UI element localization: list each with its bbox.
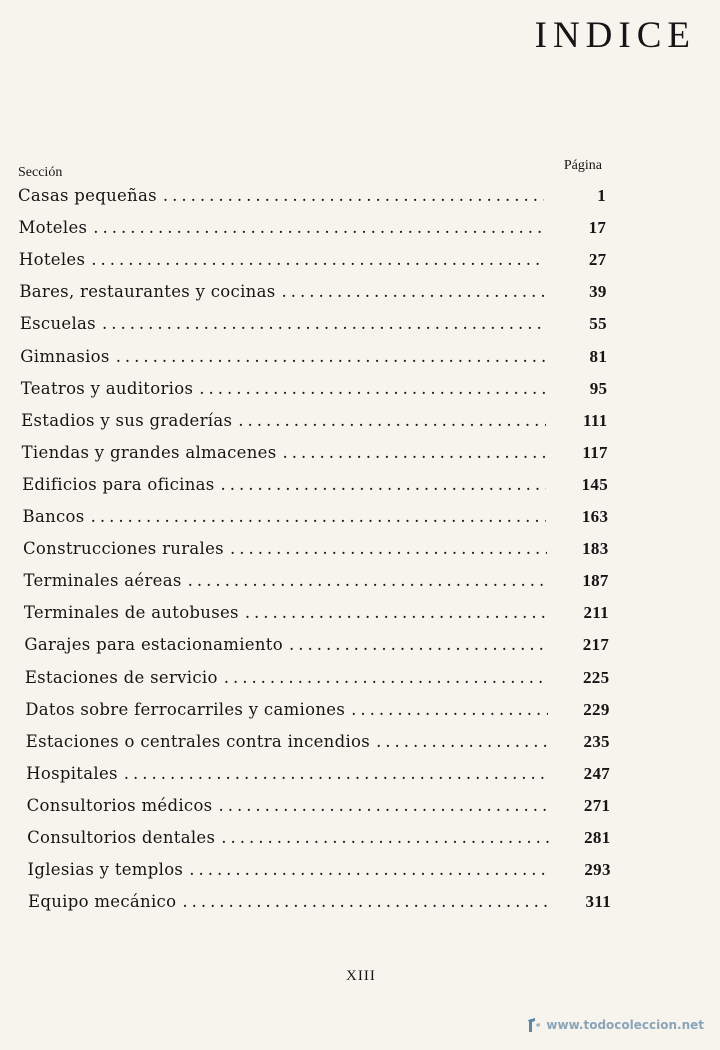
toc-entry	[18, 186, 606, 210]
dot-leader	[283, 443, 546, 462]
dot-leader	[230, 539, 547, 558]
dot-leader	[245, 603, 547, 622]
toc-entry-label: Hospitales	[26, 763, 118, 783]
dot-leader	[189, 860, 549, 879]
page-title: INDICE	[534, 15, 696, 56]
toc-entry-label: Bares, restaurantes y cocinas	[19, 282, 276, 302]
toc-entry-page: 225	[582, 667, 610, 687]
toc-entry	[19, 282, 606, 306]
dot-leader	[91, 507, 547, 526]
toc-entry-label: Terminales aéreas	[23, 571, 182, 591]
toc-entry-page: 145	[581, 474, 609, 494]
dot-leader	[224, 668, 548, 687]
toc-entry-label: Garajes para estacionamiento	[24, 635, 283, 655]
dot-leader	[199, 379, 545, 398]
toc-entry-page: 293	[584, 860, 611, 880]
toc-entry-label: Estaciones o centrales contra incendios	[25, 731, 371, 751]
dot-leader	[218, 796, 548, 815]
toc-entry-page: 163	[581, 507, 609, 526]
toc-entry-label: Escuelas	[19, 314, 96, 334]
toc-entry-label: Gimnasios	[20, 346, 110, 366]
toc-entry-page: 187	[582, 571, 609, 591]
toc-entry-page: 27	[588, 250, 607, 270]
page-folio: XIII	[346, 968, 376, 984]
toc-entry	[22, 475, 608, 499]
toc-entry	[21, 379, 608, 403]
toc-entry	[26, 764, 610, 788]
toc-entry-page: 183	[582, 539, 609, 559]
dot-leader	[124, 764, 548, 783]
page-column-header: Página	[563, 158, 602, 173]
toc-entry	[24, 603, 609, 627]
toc-entry-label: Bancos	[22, 507, 85, 526]
toc-entry	[23, 507, 609, 531]
toc-entry	[28, 892, 611, 916]
toc-entry	[18, 218, 606, 242]
toc-entry	[21, 411, 607, 435]
dot-leader	[188, 571, 547, 590]
toc-entry-page: 281	[584, 828, 611, 847]
toc-entry	[22, 443, 608, 467]
toc-entry-page: 95	[589, 378, 608, 398]
dot-leader	[221, 828, 548, 847]
toc-entry-page: 271	[583, 795, 611, 815]
toc-entry-label: Equipo mecánico	[28, 892, 177, 912]
dot-leader	[282, 282, 545, 301]
toc-entry-label: Consultorios médicos	[26, 795, 213, 815]
watermark-text: www.todocoleccion.net	[546, 1018, 704, 1032]
toc-entry-page: 111	[583, 410, 608, 430]
dot-leader	[238, 411, 545, 430]
toc-entry	[20, 347, 607, 371]
toc-entry-label: Iglesias y templos	[27, 860, 184, 880]
toc-entry-page: 229	[583, 699, 610, 719]
toc-entry-page: 39	[589, 282, 607, 302]
toc-entry	[26, 732, 610, 756]
toc-entry-label: Moteles	[18, 218, 88, 238]
dot-leader	[116, 347, 545, 366]
toc-entry-page: 81	[589, 346, 608, 366]
dot-leader	[182, 892, 549, 911]
dot-leader	[221, 475, 546, 494]
toc-entry	[23, 571, 608, 595]
toc-entry-page: 1	[597, 186, 606, 205]
toc-entry	[23, 539, 609, 563]
section-column-header: Sección	[18, 165, 63, 180]
toc-entry-label: Datos sobre ferrocarriles y camiones	[25, 699, 346, 719]
toc-entry	[25, 668, 610, 692]
toc-entry-page: 211	[583, 603, 609, 623]
dot-leader	[102, 314, 545, 333]
toc-entry	[27, 828, 610, 852]
toc-entry-page: 235	[583, 731, 610, 751]
dot-leader	[289, 635, 547, 654]
toc-entry-page: 117	[582, 442, 608, 462]
toc-entry	[20, 314, 607, 338]
toc-entry-label: Teatros y auditorios	[20, 378, 194, 398]
toc-entry-page: 217	[582, 635, 610, 655]
toc-entry-page: 17	[588, 218, 607, 238]
dot-leader	[376, 732, 548, 751]
todocoleccion-logo-icon	[526, 1016, 542, 1034]
toc-entry-label: Terminales de autobuses	[23, 603, 239, 623]
dot-leader	[351, 700, 548, 719]
toc-entry	[28, 860, 611, 884]
toc-entry-label: Construcciones rurales	[23, 539, 224, 559]
toc-entry	[25, 700, 609, 724]
toc-entry	[19, 250, 607, 274]
toc-entry-label: Tiendas y grandes almacenes	[21, 442, 277, 462]
toc-entry-page: 311	[585, 892, 611, 912]
dot-leader	[163, 186, 544, 205]
toc-entry-label: Consultorios dentales	[27, 828, 216, 847]
toc-entry	[27, 796, 611, 820]
dot-leader	[93, 218, 544, 237]
dot-leader	[91, 250, 544, 269]
toc-entry	[24, 635, 609, 659]
toc-entry-label: Hoteles	[18, 250, 86, 270]
toc-entry-page: 55	[589, 314, 607, 334]
toc-entry-label: Estaciones de servicio	[24, 667, 218, 687]
toc-entry-page: 247	[583, 763, 611, 783]
toc-entry-label: Edificios para oficinas	[22, 474, 215, 494]
watermark	[526, 1016, 704, 1034]
toc-entry-label: Casas pequeñas	[18, 186, 157, 205]
toc-entry-label: Estadios y sus graderías	[21, 410, 233, 430]
